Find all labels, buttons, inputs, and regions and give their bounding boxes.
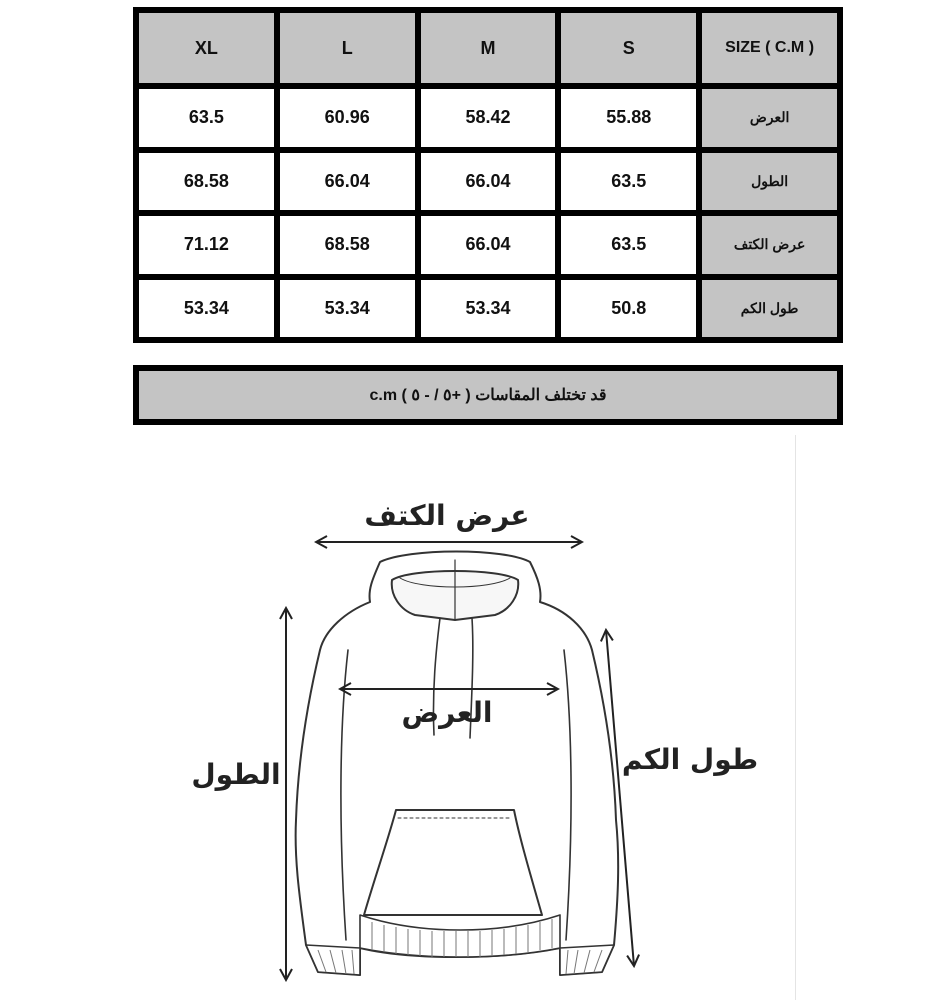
row-label: طول الكم [699,277,840,341]
hoodie-measurement-diagram [0,430,932,1000]
table-header-row [136,10,840,86]
tolerance-note-text: قد تختلف المقاسات ( +٥ / - ٥ ) c.m [369,387,607,404]
size-chart-table [133,7,843,343]
table-cell: 66.04 [418,213,559,276]
row-label: الطول [699,150,840,213]
table-cell: 53.34 [418,277,559,341]
table-cell: 63.5 [558,150,699,213]
table-row [136,150,840,213]
column-header-s: S [558,10,699,86]
table-cell: 63.5 [558,213,699,276]
table-cell: 58.42 [418,86,559,149]
table-cell: 63.5 [136,86,277,149]
column-header-xl: XL [136,10,277,86]
length-label: الطول [191,758,281,791]
table-cell: 68.58 [277,213,418,276]
row-label: العرض [699,86,840,149]
table-cell: 60.96 [277,86,418,149]
row-label: عرض الكتف [699,213,840,276]
table-cell: 55.88 [558,86,699,149]
column-header-m: M [418,10,559,86]
column-header-size: SIZE ( C.M ) [699,10,840,86]
table-cell: 71.12 [136,213,277,276]
table-cell: 53.34 [277,277,418,341]
table-row [136,86,840,149]
column-header-l: L [277,10,418,86]
table-cell: 68.58 [136,150,277,213]
table-cell: 66.04 [277,150,418,213]
table-row [136,277,840,341]
hoodie-illustration [296,552,619,976]
table-cell: 53.34 [136,277,277,341]
table-row [136,213,840,276]
shoulder-width-label: عرض الكتف [364,499,530,532]
tolerance-note [133,365,843,425]
sleeve-length-label: طول الكم [621,743,759,776]
chest-width-label: العرض [401,696,493,729]
table-cell: 66.04 [418,150,559,213]
table-cell: 50.8 [558,277,699,341]
